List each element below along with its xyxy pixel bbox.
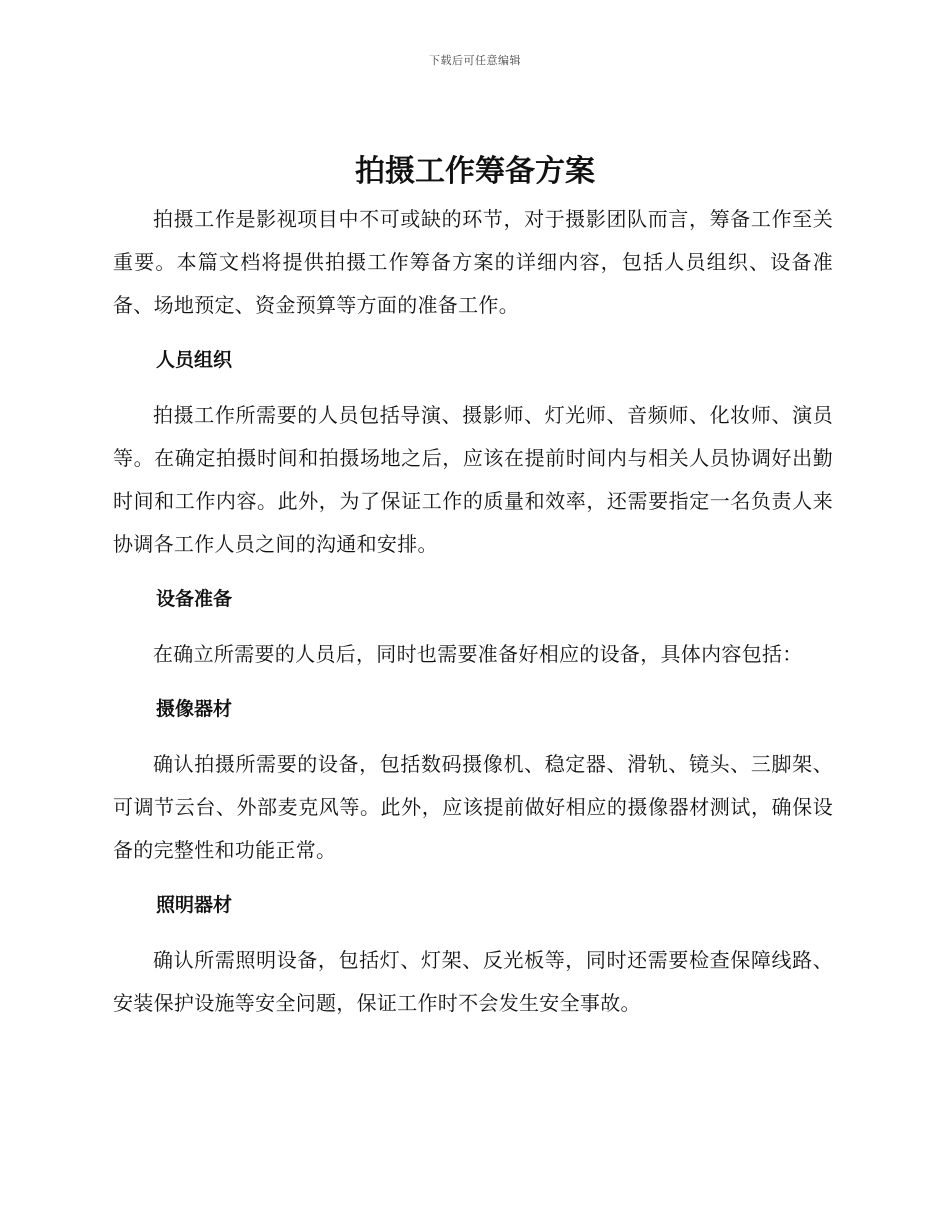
section-personnel [113,339,833,566]
section-paragraph: 确认所需照明设备，包括灯、灯架、反光板等，同时还需要检查保障线路、安装保护设施等安全问题，保证工作时不会发生安全事故。 [113,948,833,1015]
section-paragraph: 确认拍摄所需要的设备，包括数码摄像机、稳定器、滑轨、镜头、三脚架、可调节云台、外部麦克风等。此外，应该提前做好相应的摄像器材测试，确保设备的完整性和功能正常。 [113,752,833,862]
section-paragraph: 在确立所需要的人员后，同时也需要准备好相应的设备，具体内容包括： [153,642,803,666]
section-equipment [113,578,833,676]
section-lighting-gear [113,884,833,1025]
page-header: 下载后可任意编辑 [429,54,521,67]
intro-paragraph: 拍摄工作是影视项目中不可或缺的环节，对于摄影团队而言，筹备工作至关重要。本篇文档将提供拍摄工作筹备方案的详细内容，包括人员组织、设备准备、场地预定、资金预算等方面的准备工作。 [113,207,833,317]
section-heading: 人员组织 [156,349,233,371]
section-heading: 照明器材 [156,894,233,916]
document-body [113,198,833,1025]
section-paragraph: 拍摄工作所需要的人员包括导演、摄影师、灯光师、音频师、化妆师、演员等。在确定拍摄时间和拍摄场地之后，应该在提前时间内与相关人员协调好出勤时间和工作内容。此外，为了保证工作的质量和效率，还需要指定一名负责人来协调各工作人员之间的沟通和安排。 [113,403,833,556]
section-heading: 设备准备 [156,588,233,610]
section-camera-gear [113,688,833,872]
document-title: 拍摄工作筹备方案 [355,154,595,189]
section-heading: 摄像器材 [156,698,233,720]
